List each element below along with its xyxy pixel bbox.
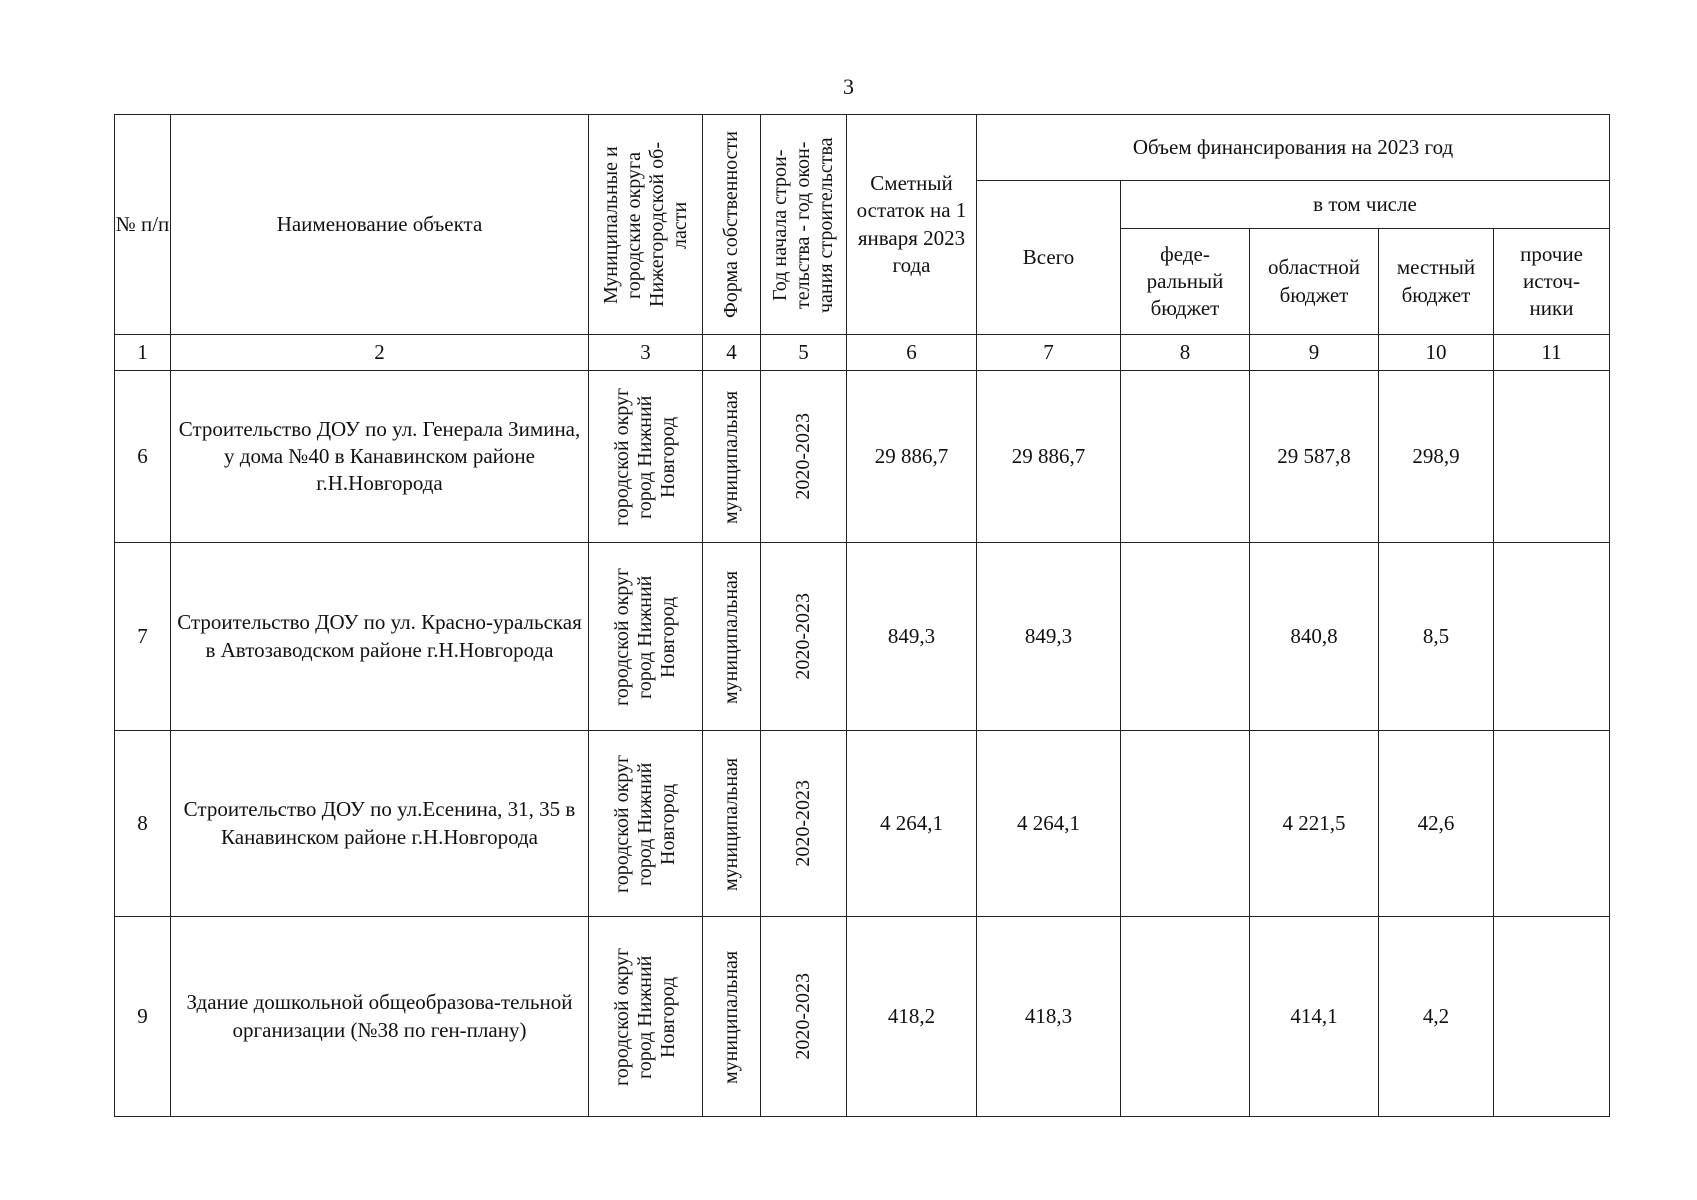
row-local: 8,5: [1379, 543, 1494, 731]
row-district: [589, 917, 703, 1117]
header-balance: Сметный остаток на 1 января 2023 года: [847, 115, 977, 335]
row-name: Строительство ДОУ по ул.Есенина, 31, 35 в Канавинском районе г.Н.Новгорода: [171, 731, 589, 917]
col-number: 3: [589, 335, 703, 371]
row-district: [589, 731, 703, 917]
row-total: 29 886,7: [977, 371, 1121, 543]
row-ownership: [703, 731, 761, 917]
row-regional: 840,8: [1250, 543, 1379, 731]
header-federal: феде-ральный бюджет: [1121, 229, 1250, 335]
page-number: 3: [843, 74, 854, 99]
row-years-text: 2020-2023: [792, 780, 814, 867]
row-regional: 4 221,5: [1250, 731, 1379, 917]
header-other: прочие источ-ники: [1494, 229, 1610, 335]
header-district-text: Муниципальные и городские округа Нижегородской об-ласти: [599, 142, 691, 307]
col-number: 10: [1379, 335, 1494, 371]
header-ownership: [703, 115, 761, 335]
row-other: [1494, 543, 1610, 731]
header-including: в том числе: [1121, 181, 1610, 229]
col-number: 2: [171, 335, 589, 371]
column-number-row: [115, 335, 1610, 371]
row-years: [761, 371, 847, 543]
row-other: [1494, 371, 1610, 543]
col-number: 8: [1121, 335, 1250, 371]
row-years-text: 2020-2023: [792, 413, 814, 500]
table-row: [115, 543, 1610, 731]
row-balance: 4 264,1: [847, 731, 977, 917]
header-financing: Объем финансирования на 2023 год: [977, 115, 1610, 181]
row-ownership-text: муниципальная: [720, 389, 742, 524]
table-row: [115, 731, 1610, 917]
col-number: 4: [703, 335, 761, 371]
col-number: 7: [977, 335, 1121, 371]
header-years: [761, 115, 847, 335]
row-num: 9: [115, 917, 171, 1117]
header-district: [589, 115, 703, 335]
header-name: Наименование объекта: [171, 115, 589, 335]
header-local: местный бюджет: [1379, 229, 1494, 335]
row-federal: [1121, 917, 1250, 1117]
header-regional: областной бюджет: [1250, 229, 1379, 335]
row-federal: [1121, 543, 1250, 731]
row-total: 4 264,1: [977, 731, 1121, 917]
row-name: Строительство ДОУ по ул. Красно-уральская в Автозаводском районе г.Н.Новгорода: [171, 543, 589, 731]
row-ownership: [703, 371, 761, 543]
header-num: № п/п: [115, 115, 171, 335]
col-number: 1: [115, 335, 171, 371]
row-total: 849,3: [977, 543, 1121, 731]
row-balance: 849,3: [847, 543, 977, 731]
col-number: 6: [847, 335, 977, 371]
header-total: Всего: [977, 181, 1121, 335]
row-district-text: городской округ город Нижний Новгород: [611, 387, 679, 526]
row-balance: 29 886,7: [847, 371, 977, 543]
row-local: 42,6: [1379, 731, 1494, 917]
row-ownership: [703, 543, 761, 731]
row-num: 6: [115, 371, 171, 543]
table-row: [115, 917, 1610, 1117]
row-district-text: городской округ город Нижний Новгород: [611, 754, 679, 893]
row-name: Здание дошкольной общеобразова-тельной организации (№38 по ген-плану): [171, 917, 589, 1117]
col-number: 11: [1494, 335, 1610, 371]
row-years-text: 2020-2023: [792, 973, 814, 1060]
header-row-1: [115, 115, 1610, 181]
row-num: 7: [115, 543, 171, 731]
row-local: 4,2: [1379, 917, 1494, 1117]
row-num: 8: [115, 731, 171, 917]
row-years: [761, 731, 847, 917]
header-years-text: Год начала строи-тельства - год окон-чания строительства: [769, 136, 837, 313]
row-district: [589, 543, 703, 731]
header-ownership-text: Форма собственности: [720, 131, 742, 318]
table-row: [115, 371, 1610, 543]
col-number: 9: [1250, 335, 1379, 371]
row-ownership: [703, 917, 761, 1117]
row-years-text: 2020-2023: [792, 593, 814, 680]
row-ownership-text: муниципальная: [720, 949, 742, 1084]
row-balance: 418,2: [847, 917, 977, 1117]
row-years: [761, 543, 847, 731]
row-district-text: городской округ город Нижний Новгород: [611, 567, 679, 706]
row-regional: 414,1: [1250, 917, 1379, 1117]
col-number: 5: [761, 335, 847, 371]
row-name: Строительство ДОУ по ул. Генерала Зимина, у дома №40 в Канавинском районе г.Н.Новгорода: [171, 371, 589, 543]
row-federal: [1121, 371, 1250, 543]
row-other: [1494, 917, 1610, 1117]
row-district: [589, 371, 703, 543]
row-regional: 29 587,8: [1250, 371, 1379, 543]
row-ownership-text: муниципальная: [720, 569, 742, 704]
row-local: 298,9: [1379, 371, 1494, 543]
row-total: 418,3: [977, 917, 1121, 1117]
financing-table: [114, 114, 1610, 1117]
row-years: [761, 917, 847, 1117]
row-district-text: городской округ город Нижний Новгород: [611, 947, 679, 1086]
row-other: [1494, 731, 1610, 917]
row-federal: [1121, 731, 1250, 917]
row-ownership-text: муниципальная: [720, 756, 742, 891]
